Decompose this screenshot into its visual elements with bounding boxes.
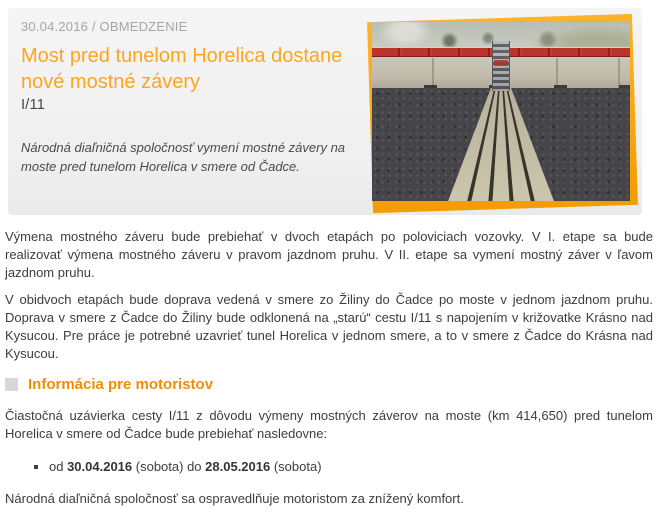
closure-date-to: 28.05.2016 xyxy=(205,459,271,474)
lead-paragraph: Národná diaľničná spoločnosť vymení mostné závery na moste pred tunelom Horelica v smere od Čadce. xyxy=(21,140,346,174)
paragraph-traffic-routing: V obidvoch etapách bude doprava vedená v smere zo Žiliny do Čadce po moste v jednom jazdnom pruhu. Doprava v smere z Čadce do Žiliny bude odklonená na „starú“ cestu I/11 s napojením v križovatke Krásno nad Kysucou. Pre práce je potrebné uzavrieť tunel Horelica v jednom smere, a to v smere z Čadce do Krásna nad Kysucou. xyxy=(5,292,653,361)
article-body xyxy=(5,228,653,517)
closure-period-item xyxy=(49,458,653,476)
closure-period-list xyxy=(49,458,653,476)
article-photo xyxy=(372,22,630,201)
closure-middle: (sobota) do xyxy=(132,459,206,474)
date-category-line xyxy=(21,19,371,34)
closure-prefix: od xyxy=(49,459,68,474)
paragraph-closure-intro: Čiastočná uzávierka cesty I/11 z dôvodu výmeny mostných záverov na moste (km 414,650) pred tunelom Horelica v smere od Čadce bude prebiehať nasledovne: xyxy=(5,408,653,441)
paragraph-apology: Národná diaľničná spoločnosť sa ospravedlňuje motoristom za znížený komfort. xyxy=(5,491,464,506)
square-bullet-icon xyxy=(5,378,18,391)
closure-suffix: (sobota) xyxy=(270,459,322,474)
section-heading-row xyxy=(5,376,653,393)
article-date: 30.04.2016 xyxy=(21,19,89,34)
article-header-card xyxy=(8,8,642,215)
date-category-separator: / xyxy=(88,19,100,34)
article-header-text xyxy=(21,19,371,176)
section-heading: Informácia pre motoristov xyxy=(28,376,214,393)
article-title: Most pred tunelom Horelica dostane nové mostné závery xyxy=(21,45,343,93)
photo-joint-column-red-band xyxy=(494,60,508,66)
road-number: I/11 xyxy=(21,96,45,113)
photo-joint-column xyxy=(492,41,510,91)
closure-date-from: 30.04.2016 xyxy=(67,459,133,474)
article-category: OBMEDZENIE xyxy=(99,19,188,34)
paragraph-stages: Výmena mostného záveru bude prebiehať v dvoch etapách po poloviciach vozovky. V I. etape sa bude realizovať výmena mostného záveru v pravom jazdnom pruhu. V II. etape sa vymení mostný záver v ľavom jazdnom pruhu. xyxy=(5,229,653,280)
bridge-expansion-joint-photo xyxy=(372,22,630,201)
